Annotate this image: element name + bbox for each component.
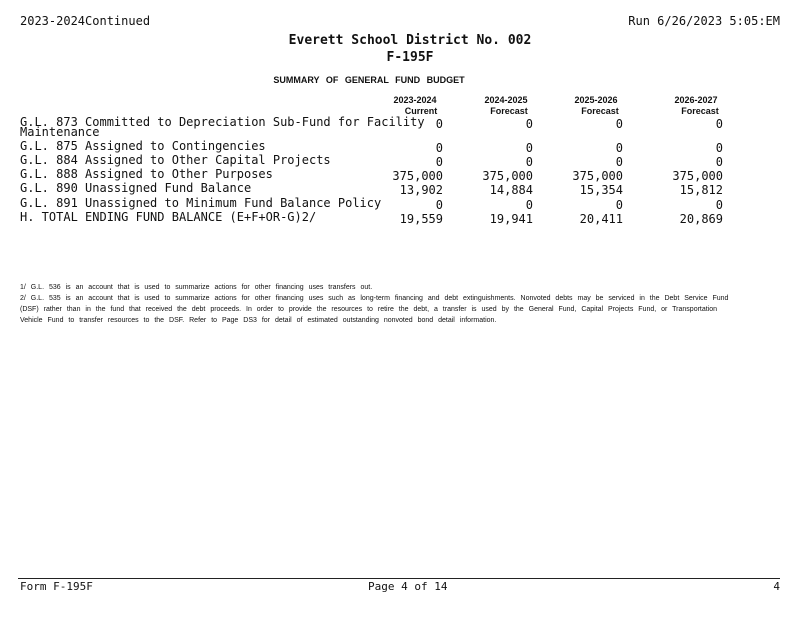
footnote-2: 2/ G.L. 535 is an account that is used to summarize actions for other financing uses such as long-term financing and debt extinguishments. Nonvoted debts may be serviced in the Debt Service Fund (DSF) rather than in the fund that received the debt proceeds. In order to provide the resources to retire the debt, a transfer is used by the General Fund, Capital Projects Fund, or Transportation Vehicle Fund to transfer resources to the DSF. Refer to Page DS3 for detail of estimated outstanding nonvoted bond detail information.	[20, 295, 729, 324]
row-label-continued: Maintenance	[20, 125, 100, 139]
row-value: 375,000	[392, 169, 443, 183]
summary-title: SUMMARY OF GENERAL FUND BUDGET	[273, 75, 465, 85]
row-value: 0	[715, 141, 723, 155]
row-value: 375,000	[672, 169, 723, 183]
footer-divider	[18, 578, 780, 579]
total-value: 19,559	[399, 212, 443, 226]
row-value: 0	[715, 117, 723, 131]
footer-page-indicator: Page 4 of 14	[368, 580, 448, 593]
row-value: 14,884	[489, 183, 533, 197]
footer-form-id: Form F-195F	[20, 580, 93, 593]
row-label: G.L. 875 Assigned to Contingencies	[20, 139, 266, 153]
row-value: 0	[615, 155, 623, 169]
row-value: 0	[435, 117, 443, 131]
row-value: 0	[435, 141, 443, 155]
row-label: G.L. 873 Committed to Depreciation Sub-Fund for Facility	[20, 115, 425, 129]
column-sub-current: Current	[404, 106, 438, 116]
column-year-2025-2026: 2025-2026	[574, 95, 618, 105]
row-value: 0	[715, 198, 723, 212]
column-sub-forecast: Forecast	[490, 106, 528, 116]
row-value: 0	[525, 141, 533, 155]
total-value: 20,869	[679, 212, 723, 226]
row-label: G.L. 888 Assigned to Other Purposes	[20, 167, 273, 181]
row-value: 0	[715, 155, 723, 169]
report-continued-label: 2023-2024Continued	[20, 14, 151, 28]
footnote-1: 1/ G.L. 536 is an account that is used to summarize actions for other financing uses transfers out.	[20, 284, 373, 291]
row-value: 0	[615, 198, 623, 212]
row-value: 0	[525, 155, 533, 169]
column-year-2026-2027: 2026-2027	[674, 95, 718, 105]
row-value: 375,000	[482, 169, 533, 183]
row-value: 0	[615, 141, 623, 155]
row-value: 0	[615, 117, 623, 131]
row-label: G.L. 884 Assigned to Other Capital Projects	[20, 153, 331, 167]
row-value: 0	[435, 198, 443, 212]
column-sub-forecast: Forecast	[581, 106, 619, 116]
row-value: 15,354	[579, 183, 623, 197]
run-timestamp: Run 6/26/2023 5:05:EM	[628, 14, 780, 28]
district-name: Everett School District No. 002	[288, 33, 532, 48]
footnotes	[20, 282, 740, 326]
column-sub-forecast: Forecast	[681, 106, 719, 116]
row-label: G.L. 890 Unassigned Fund Balance	[20, 181, 252, 195]
column-year-2024-2025: 2024-2025	[484, 95, 528, 105]
row-value: 0	[525, 117, 533, 131]
total-value: 20,411	[579, 212, 623, 226]
total-value: 19,941	[489, 212, 533, 226]
row-value: 0	[435, 155, 443, 169]
row-value: 375,000	[572, 169, 623, 183]
footer-page-number: 4	[773, 580, 780, 593]
row-value: 0	[525, 198, 533, 212]
row-value: 15,812	[679, 183, 723, 197]
row-label: G.L. 891 Unassigned to Minimum Fund Balance Policy	[20, 196, 382, 210]
total-ending-fund-balance-label: H. TOTAL ENDING FUND BALANCE (E+F+OR-G)2/	[20, 210, 317, 224]
column-year-2023-2024: 2023-2024	[393, 95, 437, 105]
form-id: F-195F	[386, 50, 434, 65]
row-value: 13,902	[399, 183, 443, 197]
